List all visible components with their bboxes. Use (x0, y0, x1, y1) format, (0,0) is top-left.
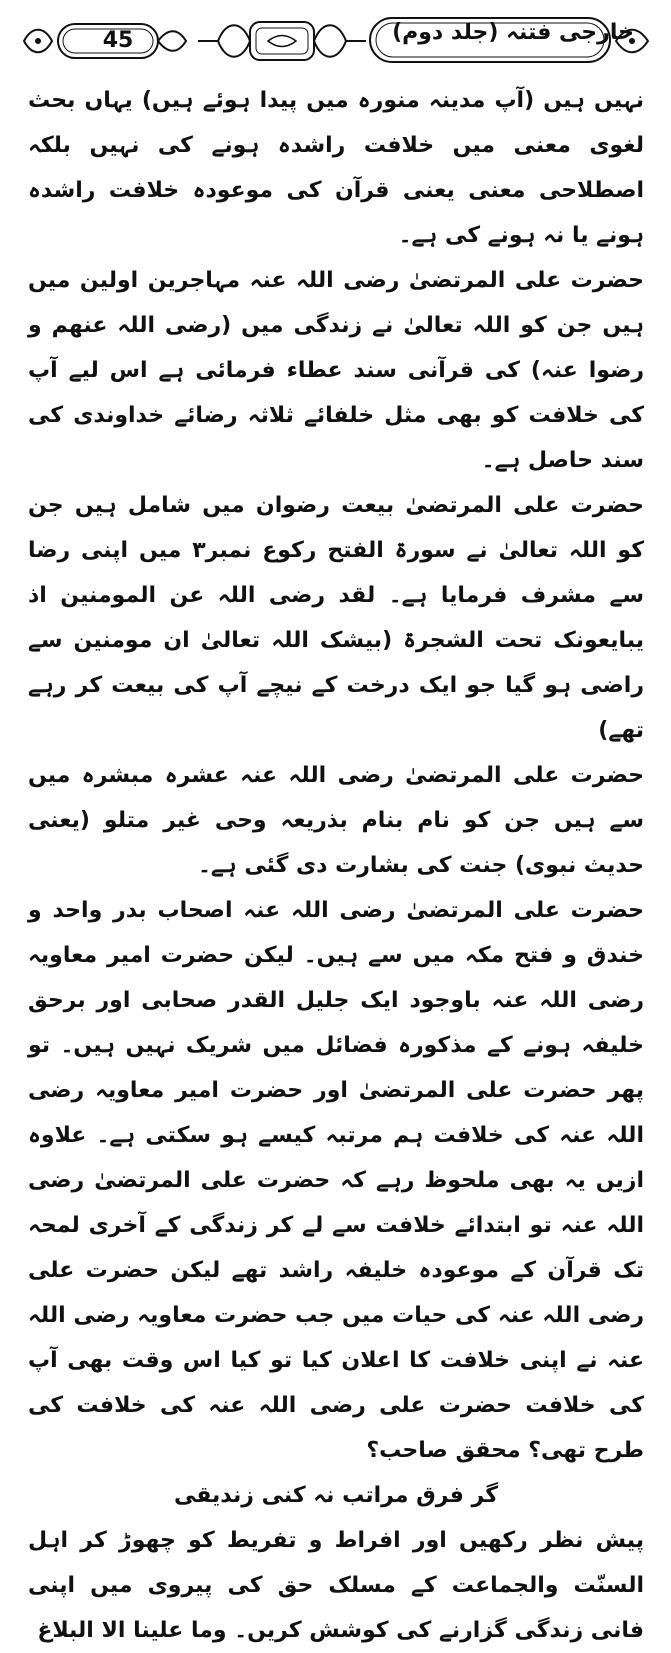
page-body (28, 78, 644, 1653)
paragraph: حضرت علی المرتضیٰ رضی اللہ عنہ اصحاب بدر واحد و خندق و فتح مکہ میں سے ہیں۔ لیکن حضرت امیر معاویہ رضی اللہ عنہ باوجود ایک جلیل القدر صحابی اور برحق خلیفہ ہونے کے مذکورہ فضائل میں شریک نہیں ہیں۔ تو پھر حضرت علی المرتضیٰ اور حضرت امیر معاویہ رضی اللہ عنہ کی خلافت ہم مرتبہ کیسے ہو سکتی ہے۔ علاوہ ازیں یہ بھی ملحوظ رہے کہ حضرت علی المرتضیٰ رضی اللہ عنہ تو ابتدائے خلافت سے لے کر زندگی کے آخری لمحہ تک قرآن کے موعودہ خلیفہ راشد تھے لیکن حضرت علی رضی اللہ عنہ کی حیات میں جب حضرت معاویہ رضی اللہ عنہ نے اپنی خلافت کا اعلان کیا تو کیا اس وقت بھی آپ کی خلافت حضرت علی رضی اللہ عنہ کی خلافت کی طرح تھی؟ محقق صاحب؟ (28, 898, 644, 1463)
paragraph: حضرت علی المرتضیٰ رضی اللہ عنہ مہاجرین اولین میں ہیں جن کو اللہ تعالیٰ نے زندگی میں (رضی اللہ عنھم و رضوا عنہ) کی قرآنی سند عطاء فرمائی ہے اس لیے آپ کی خلافت کو بھی مثل خلفائے ثلاثہ رضائے خداوندی کی سند حاصل ہے۔ (28, 268, 644, 473)
paragraph: حضرت علی المرتضیٰ بیعت رضوان میں شامل ہیں جن کو اللہ تعالیٰ نے سورۃ الفتح رکوع نمبر۳ میں اپنی رضا سے مشرف فرمایا ہے۔ لقد رضی اللہ عن المومنین اذ یبایعونک تحت الشجرۃ (بیشک اللہ تعالیٰ ان مومنین سے راضی ہو گیا جو ایک درخت کے نیچے آپ کی بیعت کر رہے تھے) (28, 493, 644, 743)
paragraph: حضرت علی المرتضیٰ رضی اللہ عنہ عشرہ مبشرہ میں سے ہیں جن کو نام بنام بذریعہ وحی غیر متلو (یعنی حدیث نبوی) جنت کی بشارت دی گئی ہے۔ (28, 763, 644, 878)
page-number: 45 (102, 28, 134, 53)
paragraph: نہیں ہیں (آپ مدینہ منورہ میں پیدا ہوئے ہیں) یہاں بحث لغوی معنی میں خلافت راشدہ ہونے کی نہیں بلکہ اصطلاحی معنی یعنی قرآن کی موعودہ خلافت راشدہ ہونے یا نہ ہونے کی ہے۔ (28, 88, 644, 248)
page-header (18, 6, 654, 70)
closing-paragraph: پیش نظر رکھیں اور افراط و تفریط کو چھوڑ کر اہل السنّت والجماعت کے مسلک حق کی پیروی میں اپنی فانی زندگی گزارنے کی کوشش کریں۔ وما علینا الا البلاغ (28, 1528, 644, 1643)
persian-verse: گر فرق مراتب نہ کنی زندیقی (173, 1483, 499, 1508)
running-title: خارجی فتنہ (جلد دوم) (392, 20, 634, 45)
